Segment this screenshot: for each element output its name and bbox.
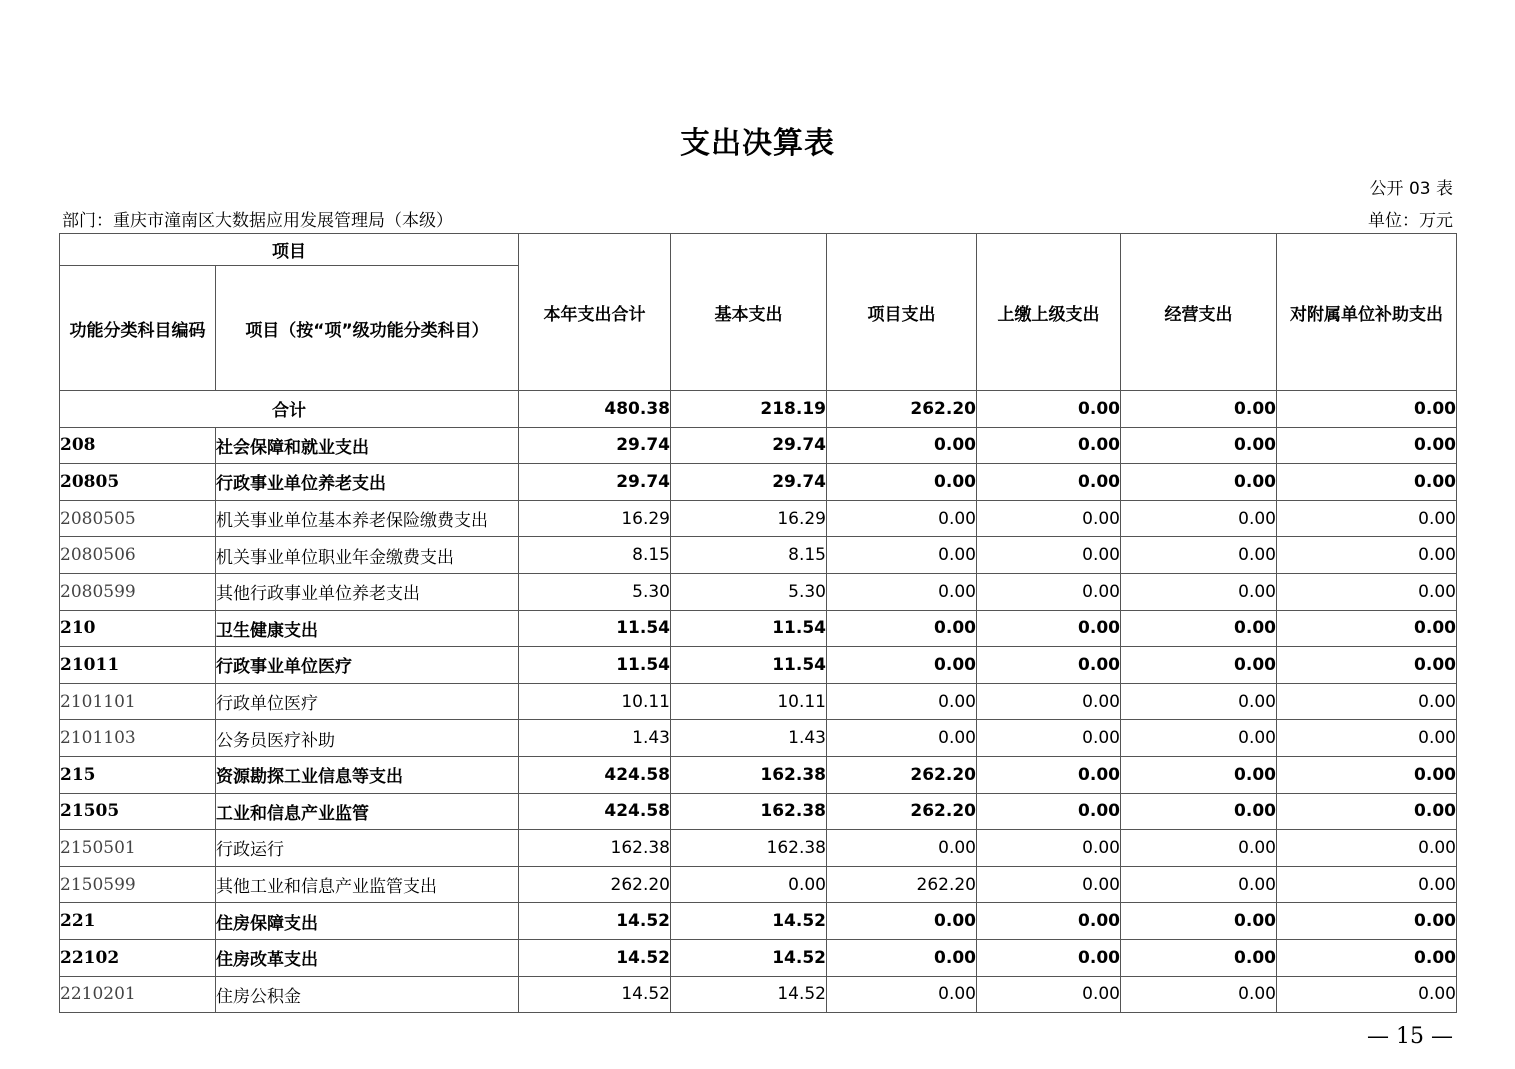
row-value: 0.00 [1121, 683, 1277, 720]
page-number: — 15 — [1367, 1024, 1453, 1049]
table-row [60, 866, 1457, 903]
row-value: 0.00 [1277, 537, 1457, 574]
row-value: 5.30 [671, 573, 827, 610]
table-row [60, 793, 1457, 830]
total-value: 262.20 [827, 391, 977, 428]
total-value: 0.00 [1121, 391, 1277, 428]
row-value: 0.00 [1121, 866, 1277, 903]
row-value: 0.00 [977, 976, 1121, 1013]
row-value: 0.00 [1121, 830, 1277, 867]
row-value: 0.00 [827, 683, 977, 720]
row-value: 0.00 [977, 793, 1121, 830]
row-value: 14.52 [671, 903, 827, 940]
header-remit: 上缴上级支出 [977, 234, 1121, 391]
header-project-group: 项目 [60, 234, 519, 266]
department-label: 部门：重庆市潼南区大数据应用发展管理局（本级） [62, 211, 453, 231]
row-value: 0.00 [1121, 903, 1277, 940]
header-project: 项目支出 [827, 234, 977, 391]
expenditure-table [59, 233, 1457, 1013]
row-value: 0.00 [977, 573, 1121, 610]
row-value: 262.20 [827, 793, 977, 830]
row-value: 29.74 [671, 464, 827, 501]
row-value: 0.00 [827, 573, 977, 610]
row-name: 卫生健康支出 [216, 610, 519, 647]
row-value: 0.00 [977, 903, 1121, 940]
row-value: 0.00 [977, 427, 1121, 464]
row-value: 29.74 [519, 464, 671, 501]
page-title: 支出决算表 [680, 126, 835, 161]
row-value: 0.00 [1121, 647, 1277, 684]
row-name: 住房保障支出 [216, 903, 519, 940]
row-value: 0.00 [1277, 939, 1457, 976]
row-name: 公务员医疗补助 [216, 720, 519, 757]
table-row [60, 537, 1457, 574]
row-value: 162.38 [671, 830, 827, 867]
table-row [60, 427, 1457, 464]
row-value: 0.00 [1121, 720, 1277, 757]
row-name: 资源勘探工业信息等支出 [216, 756, 519, 793]
row-value: 0.00 [1277, 464, 1457, 501]
table-row [60, 939, 1457, 976]
row-value: 0.00 [1277, 647, 1457, 684]
row-code: 20805 [60, 464, 216, 501]
row-value: 0.00 [671, 866, 827, 903]
row-value: 16.29 [671, 500, 827, 537]
row-name: 其他行政事业单位养老支出 [216, 573, 519, 610]
row-value: 162.38 [519, 830, 671, 867]
row-value: 1.43 [671, 720, 827, 757]
row-value: 14.52 [519, 903, 671, 940]
row-value: 14.52 [671, 939, 827, 976]
row-value: 0.00 [1277, 610, 1457, 647]
row-code: 2101103 [60, 720, 216, 757]
row-name: 住房公积金 [216, 976, 519, 1013]
row-value: 0.00 [827, 720, 977, 757]
row-value: 0.00 [977, 610, 1121, 647]
row-value: 1.43 [519, 720, 671, 757]
row-value: 0.00 [977, 683, 1121, 720]
row-value: 0.00 [1277, 903, 1457, 940]
table-row [60, 647, 1457, 684]
row-name: 行政事业单位养老支出 [216, 464, 519, 501]
row-code: 221 [60, 903, 216, 940]
row-value: 0.00 [977, 756, 1121, 793]
row-code: 21505 [60, 793, 216, 830]
row-value: 0.00 [1277, 793, 1457, 830]
row-value: 0.00 [1277, 573, 1457, 610]
row-code: 21011 [60, 647, 216, 684]
row-value: 11.54 [671, 647, 827, 684]
row-value: 0.00 [827, 500, 977, 537]
table-row [60, 464, 1457, 501]
row-code: 2150501 [60, 830, 216, 867]
row-value: 0.00 [1277, 976, 1457, 1013]
table-row [60, 610, 1457, 647]
row-code: 208 [60, 427, 216, 464]
row-value: 0.00 [1121, 793, 1277, 830]
row-value: 0.00 [977, 500, 1121, 537]
table-row [60, 830, 1457, 867]
row-value: 0.00 [1121, 500, 1277, 537]
row-name: 工业和信息产业监管 [216, 793, 519, 830]
row-value: 0.00 [1121, 610, 1277, 647]
table-row [60, 500, 1457, 537]
row-value: 0.00 [827, 464, 977, 501]
row-value: 0.00 [1121, 756, 1277, 793]
table-row [60, 976, 1457, 1013]
row-value: 0.00 [977, 830, 1121, 867]
row-value: 8.15 [671, 537, 827, 574]
row-value: 0.00 [1121, 537, 1277, 574]
row-value: 0.00 [977, 866, 1121, 903]
row-code: 2150599 [60, 866, 216, 903]
row-value: 5.30 [519, 573, 671, 610]
row-value: 0.00 [827, 647, 977, 684]
row-value: 0.00 [1121, 976, 1277, 1013]
row-value: 29.74 [671, 427, 827, 464]
row-name: 机关事业单位职业年金缴费支出 [216, 537, 519, 574]
row-value: 262.20 [519, 866, 671, 903]
row-name: 住房改革支出 [216, 939, 519, 976]
row-value: 0.00 [827, 903, 977, 940]
row-value: 0.00 [1277, 720, 1457, 757]
row-code: 215 [60, 756, 216, 793]
row-value: 0.00 [827, 427, 977, 464]
row-value: 262.20 [827, 756, 977, 793]
row-value: 424.58 [519, 756, 671, 793]
header-code: 功能分类科目编码 [60, 266, 216, 391]
row-value: 0.00 [1121, 427, 1277, 464]
row-value: 29.74 [519, 427, 671, 464]
row-value: 0.00 [1121, 464, 1277, 501]
row-value: 0.00 [977, 537, 1121, 574]
row-value: 0.00 [827, 830, 977, 867]
row-value: 262.20 [827, 866, 977, 903]
row-value: 0.00 [1277, 866, 1457, 903]
total-value: 0.00 [977, 391, 1121, 428]
row-value: 0.00 [1277, 756, 1457, 793]
row-value: 0.00 [827, 610, 977, 647]
unit-label: 单位：万元 [1368, 211, 1453, 231]
row-value: 0.00 [1121, 573, 1277, 610]
total-row [60, 391, 1457, 428]
row-value: 424.58 [519, 793, 671, 830]
row-value: 0.00 [1277, 500, 1457, 537]
row-name: 社会保障和就业支出 [216, 427, 519, 464]
row-name: 行政单位医疗 [216, 683, 519, 720]
row-value: 14.52 [671, 976, 827, 1013]
row-value: 0.00 [827, 976, 977, 1013]
table-row [60, 720, 1457, 757]
table-row [60, 756, 1457, 793]
row-code: 2210201 [60, 976, 216, 1013]
row-name: 行政运行 [216, 830, 519, 867]
row-value: 0.00 [827, 537, 977, 574]
header-subsidy: 对附属单位补助支出 [1277, 234, 1457, 391]
total-label: 合计 [60, 391, 519, 428]
row-code: 2080505 [60, 500, 216, 537]
total-value: 0.00 [1277, 391, 1457, 428]
header-name: 项目（按“项”级功能分类科目） [216, 266, 519, 391]
row-value: 0.00 [977, 720, 1121, 757]
row-code: 22102 [60, 939, 216, 976]
row-name: 行政事业单位医疗 [216, 647, 519, 684]
row-value: 0.00 [1121, 939, 1277, 976]
header-total: 本年支出合计 [519, 234, 671, 391]
row-value: 10.11 [671, 683, 827, 720]
row-name: 其他工业和信息产业监管支出 [216, 866, 519, 903]
row-value: 0.00 [977, 464, 1121, 501]
row-value: 0.00 [977, 647, 1121, 684]
row-code: 2101101 [60, 683, 216, 720]
row-value: 11.54 [671, 610, 827, 647]
row-code: 2080599 [60, 573, 216, 610]
row-value: 8.15 [519, 537, 671, 574]
table-row [60, 903, 1457, 940]
row-code: 210 [60, 610, 216, 647]
row-code: 2080506 [60, 537, 216, 574]
total-value: 480.38 [519, 391, 671, 428]
header-basic: 基本支出 [671, 234, 827, 391]
row-value: 0.00 [1277, 830, 1457, 867]
table-row [60, 683, 1457, 720]
form-code: 公开 03 表 [1369, 179, 1453, 199]
row-value: 0.00 [827, 939, 977, 976]
row-value: 11.54 [519, 610, 671, 647]
row-value: 162.38 [671, 756, 827, 793]
row-value: 10.11 [519, 683, 671, 720]
row-value: 16.29 [519, 500, 671, 537]
row-value: 0.00 [1277, 427, 1457, 464]
row-value: 162.38 [671, 793, 827, 830]
row-value: 0.00 [1277, 683, 1457, 720]
row-value: 11.54 [519, 647, 671, 684]
row-value: 0.00 [977, 939, 1121, 976]
row-value: 14.52 [519, 976, 671, 1013]
total-value: 218.19 [671, 391, 827, 428]
row-name: 机关事业单位基本养老保险缴费支出 [216, 500, 519, 537]
table-row [60, 573, 1457, 610]
header-operating: 经营支出 [1121, 234, 1277, 391]
row-value: 14.52 [519, 939, 671, 976]
